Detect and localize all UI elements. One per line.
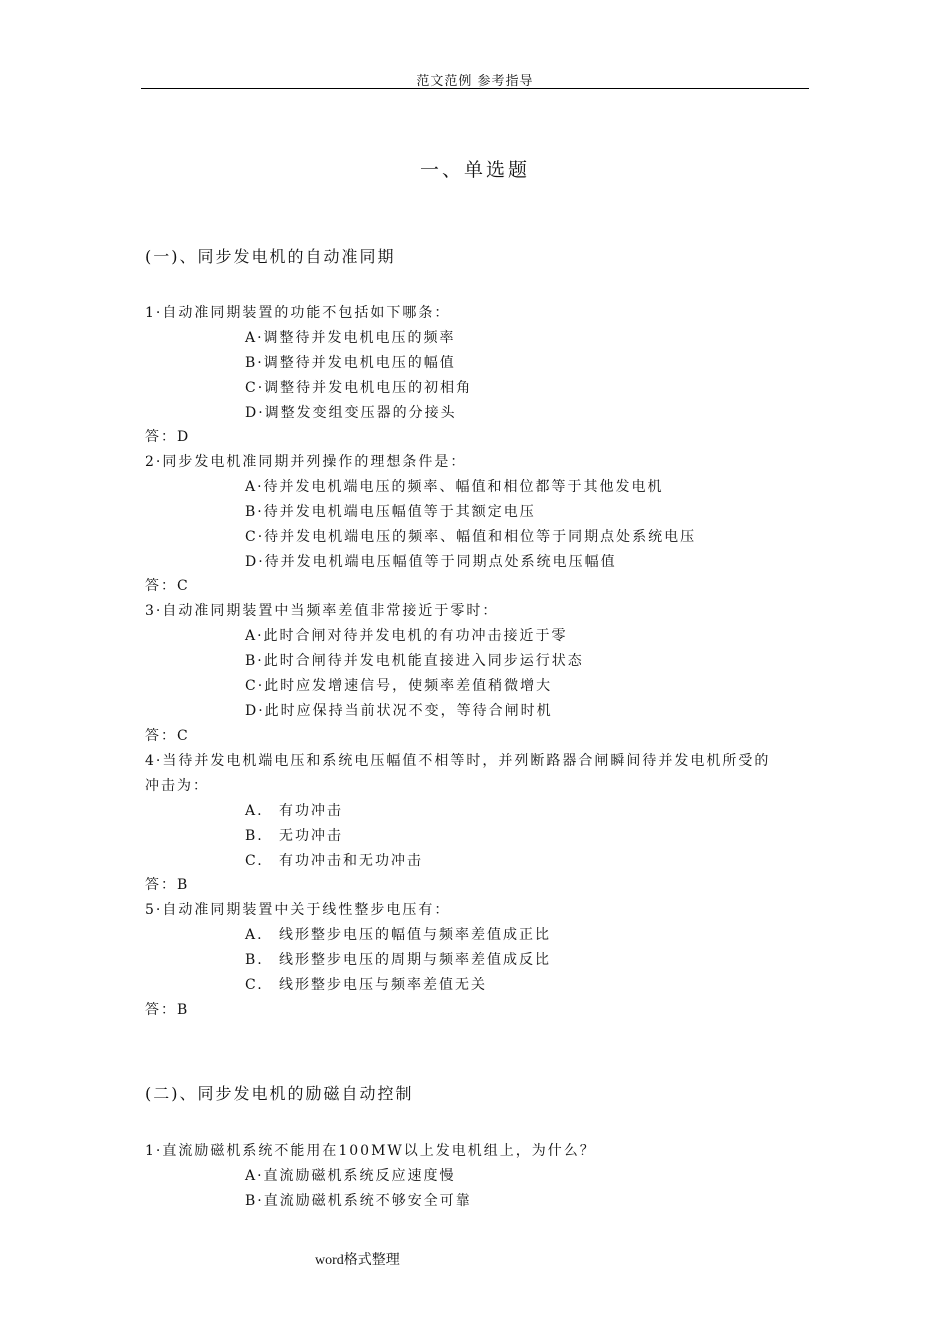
option-c: C·此时应发增速信号，使频率差值稍微增大	[245, 678, 553, 694]
option-label: C.	[245, 977, 264, 993]
option-text: 有功冲击和无功冲击	[279, 853, 423, 869]
option-label: B.	[245, 828, 264, 844]
option-c: C·调整待并发电机电压的初相角	[245, 380, 473, 396]
option-a	[245, 926, 551, 944]
question-2: 2·同步发电机准同期并列操作的理想条件是：	[145, 454, 467, 470]
question-4: 4·当待并发电机端电压和系统电压幅值不相等时，并列断路器合闸瞬间待并发电机所受的	[145, 753, 771, 769]
answer: 答：B	[145, 877, 190, 893]
option-c	[245, 976, 487, 994]
option-label: A.	[245, 803, 264, 819]
question-3: 3·自动准同期装置中当频率差值非常接近于零时：	[145, 603, 499, 619]
answer: 答：B	[145, 1002, 190, 1018]
option-a: A·调整待并发电机电压的频率	[245, 330, 456, 346]
page-footer: word格式整理	[315, 1253, 400, 1268]
question-1: 1·自动准同期装置的功能不包括如下哪条：	[145, 305, 451, 321]
option-text: 线形整步电压与频率差值无关	[279, 977, 487, 993]
page-header: 范文范例 参考指导	[416, 74, 534, 89]
option-a: A·直流励磁机系统反应速度慢	[245, 1168, 456, 1184]
option-a: A·此时合闸对待并发电机的有功冲击接近于零	[245, 628, 568, 644]
option-b: B·待并发电机端电压幅值等于其额定电压	[245, 504, 536, 520]
option-b: B·调整待并发电机电压的幅值	[245, 355, 456, 371]
option-text: 有功冲击	[279, 803, 343, 819]
option-b: B·直流励磁机系统不够安全可靠	[245, 1193, 472, 1209]
option-text: 线形整步电压的幅值与频率差值成正比	[279, 927, 551, 943]
option-b	[245, 827, 343, 845]
option-d: D·待并发电机端电压幅值等于同期点处系统电压幅值	[245, 554, 617, 570]
option-b	[245, 951, 551, 969]
option-text: 无功冲击	[279, 828, 343, 844]
question-5: 5·自动准同期装置中关于线性整步电压有：	[145, 902, 451, 918]
option-a	[245, 802, 343, 820]
answer: 答：C	[145, 578, 190, 594]
option-a: A·待并发电机端电压的频率、幅值和相位都等于其他发电机	[245, 479, 664, 495]
option-label: C.	[245, 853, 264, 869]
option-label: B.	[245, 952, 264, 968]
option-text: 线形整步电压的周期与频率差值成反比	[279, 952, 551, 968]
option-c	[245, 852, 423, 870]
question-1: 1·直流励磁机系统不能用在100MW以上发电机组上，为什么？	[145, 1143, 596, 1159]
option-label: A.	[245, 927, 264, 943]
question-4-continued: 冲击为：	[145, 778, 209, 794]
section-title-1: (一)、同步发电机的自动准同期	[145, 247, 396, 266]
answer: 答：D	[145, 429, 191, 445]
option-b: B·此时合闸待并发电机能直接进入同步运行状态	[245, 653, 584, 669]
header-divider	[141, 88, 809, 89]
option-d: D·此时应保持当前状况不变，等待合闸时机	[245, 703, 553, 719]
option-c: C·待并发电机端电压的频率、幅值和相位等于同期点处系统电压	[245, 529, 697, 545]
answer: 答：C	[145, 728, 190, 744]
page-title: 一、单选题	[419, 159, 530, 181]
option-d: D·调整发变组变压器的分接头	[245, 405, 457, 421]
section-title-2: (二)、同步发电机的励磁自动控制	[145, 1084, 414, 1103]
